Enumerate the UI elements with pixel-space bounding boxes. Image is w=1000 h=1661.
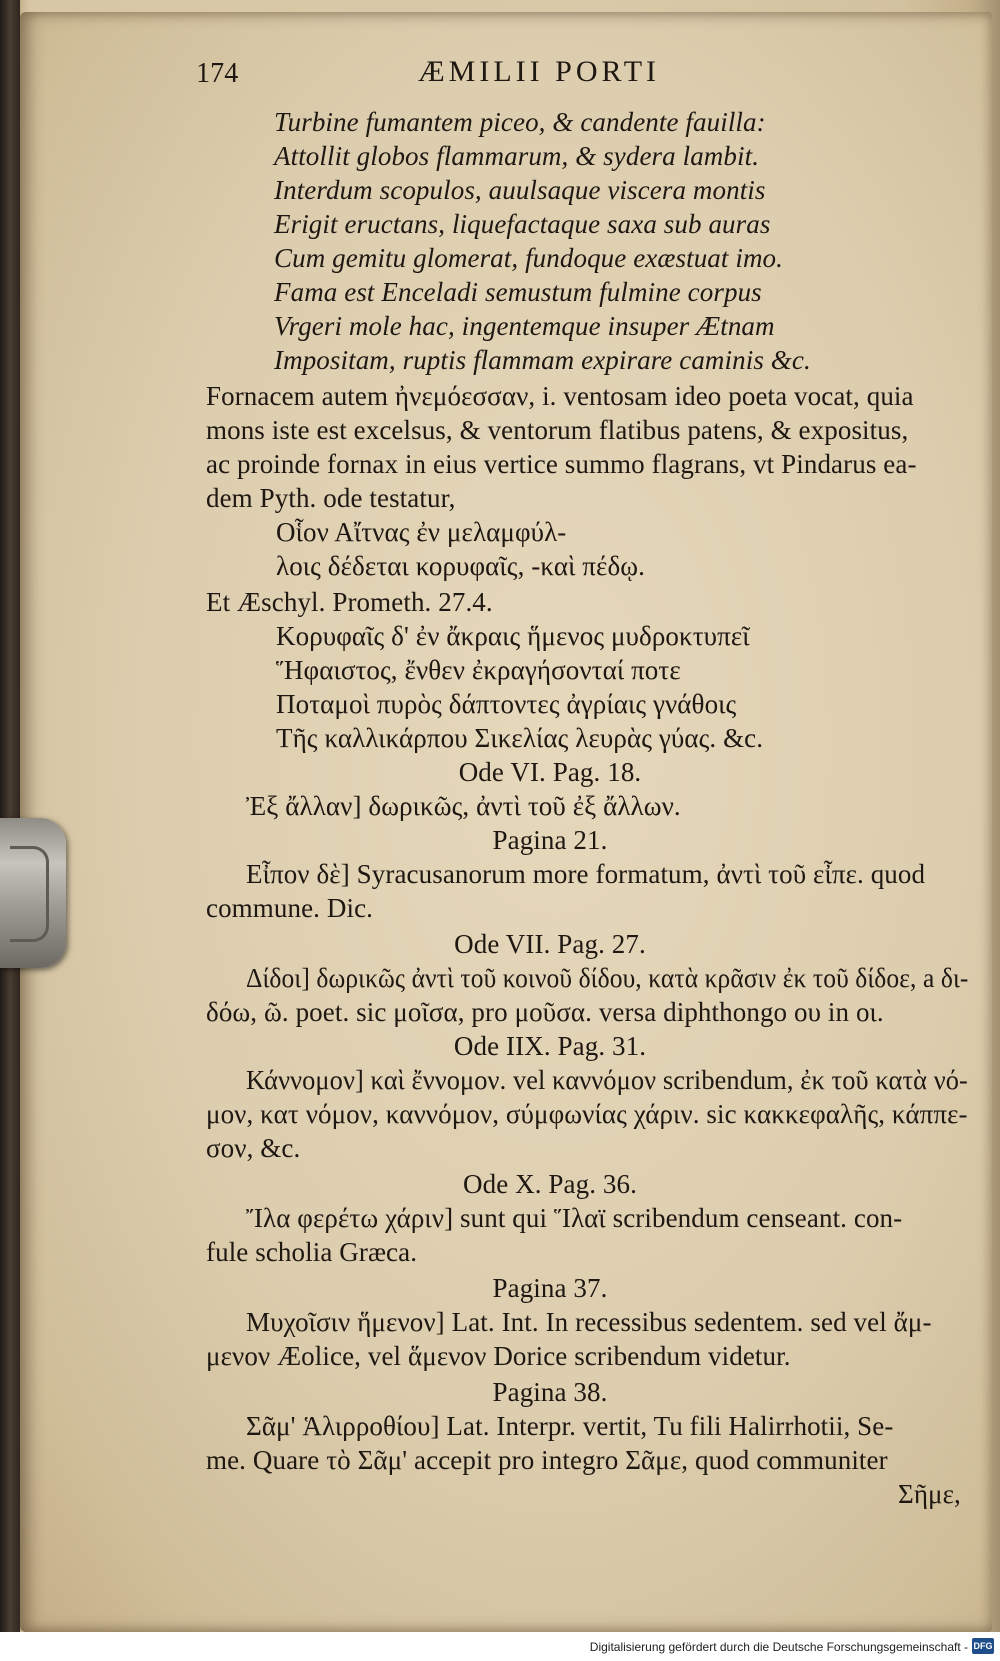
greek-quote-line: Κορυφαῖς δ' ἐν ἄκραις ἥμενος μυδροκτυπεῖ: [276, 621, 750, 651]
section-heading: Pagina 37.: [492, 1273, 608, 1303]
section-heading: Ode VII. Pag. 27.: [454, 929, 646, 959]
note-line: Σᾶμ' Ἁλιρροθίου] Lat. Interpr. vertit, Tu fili Halirrhotii, Se-: [246, 1411, 894, 1441]
section-heading: Pagina 38.: [492, 1377, 608, 1407]
verse-line: Interdum scopulos, auulsaque viscera montis: [274, 175, 766, 205]
catchword: Σῆμε,: [898, 1479, 961, 1509]
section-heading: Ode IIX. Pag. 31.: [453, 1031, 647, 1061]
verse-line: Erigit eructans, liquefactaque saxa sub auras: [274, 209, 771, 239]
note-line: σον, &c.: [206, 1133, 301, 1163]
note-line: me. Quare τὸ Σᾶμ' accepit pro integro Σᾶμε, quod communiter: [206, 1445, 888, 1475]
greek-quote-line: Οἷον Αἴτνας ἐν μελαμφύλ-: [276, 517, 567, 547]
note-line: Κάννομον] καὶ ἔννομον. vel καννόμον scribendum, ἐκ τοῦ κατὰ νό-: [246, 1065, 968, 1095]
paragraph-line: ac proinde fornax in eius vertice summo flagrans, vt Pindarus ea-: [206, 449, 917, 479]
note-line: Δίδοι] δωρικῶς ἀντὶ τοῦ κοινοῦ δίδου, κατὰ κρᾶσιν ἐκ τοῦ δίδοε, a δι-: [246, 963, 969, 993]
greek-quote-line: Τῆς καλλικάρπου Σικελίας λευρὰς γύας. &c.: [276, 723, 764, 753]
verse-line: Impositam, ruptis flammam expirare caminis &c.: [274, 345, 811, 375]
verse-line: Fama est Enceladi semustum fulmine corpus: [274, 277, 762, 307]
greek-quote-line: λοις δέδεται κορυφαῖς, -καὶ πέδῳ.: [276, 551, 645, 581]
verse-line: Vrgeri mole hac, ingentemque insuper Ætnam: [274, 311, 775, 341]
citation-line: Et Æschyl. Prometh. 27.4.: [206, 587, 493, 617]
dfg-logo-icon: DFG: [972, 1638, 994, 1654]
note-line: μενον Æolice, vel ἅμενον Dorice scribendum videtur.: [206, 1341, 791, 1371]
greek-quote-line: Ἥφαιστος, ἔνθεν ἐκραγήσονταί ποτε: [276, 655, 681, 685]
section-heading: Ode VI. Pag. 18.: [458, 757, 642, 787]
note-line: μον, κατ νόμον, καννόμον, σύμφωνίας χάριν. sic κακκεφαλῆς, κάππε-: [206, 1099, 968, 1129]
digitization-credit: Digitalisierung gefördert durch die Deutsche Forschungsgemeinschaft -: [589, 1640, 968, 1654]
note-line: Ἐξ ἄλλαν] δωρικῶς, ἀντὶ τοῦ ἐξ ἄλλων.: [246, 791, 681, 821]
note-line: Ἴλα φερέτω χάριν] sunt qui Ἵλαϊ scribendum censeant. con-: [246, 1203, 903, 1233]
note-line: Μυχοῖσιν ἥμενον] Lat. Int. In recessibus sedentem. sed vel ἄμ-: [246, 1307, 932, 1337]
verse-line: Attollit globos flammarum, & sydera lambit.: [274, 141, 760, 171]
paragraph-line: mons iste est excelsus, & ventorum flatibus patens, & expositus,: [206, 415, 909, 445]
note-line: Εἶπον δὲ] Syracusanorum more formatum, ἀντὶ τοῦ εἶπε. quod: [246, 859, 926, 889]
section-heading: Ode X. Pag. 36.: [463, 1169, 637, 1199]
verse-line: Turbine fumantem piceo, & candente fauilla:: [274, 107, 766, 137]
section-heading: Pagina 21.: [492, 825, 608, 855]
note-line: δόω, ῶ. poet. sic μοῖσα, pro μοῦσα. versa diphthongo ου in οι.: [206, 997, 884, 1027]
note-line: fule scholia Græca.: [206, 1237, 418, 1267]
paragraph-line: Fornacem autem ἠνεμόεσσαν, i. ventosam ideo poeta vocat, quia: [206, 381, 914, 411]
page-number: 174: [196, 58, 239, 89]
running-title: ÆMILII PORTI: [418, 55, 661, 88]
greek-quote-line: Ποταμοὶ πυρὸς δάπτοντες ἀγρίαις γνάθοις: [276, 689, 737, 719]
note-line: commune. Dic.: [206, 893, 374, 923]
paragraph-line: dem Pyth. ode testatur,: [206, 483, 456, 513]
verse-line: Cum gemitu glomerat, fundoque exæstuat imo.: [274, 243, 784, 273]
